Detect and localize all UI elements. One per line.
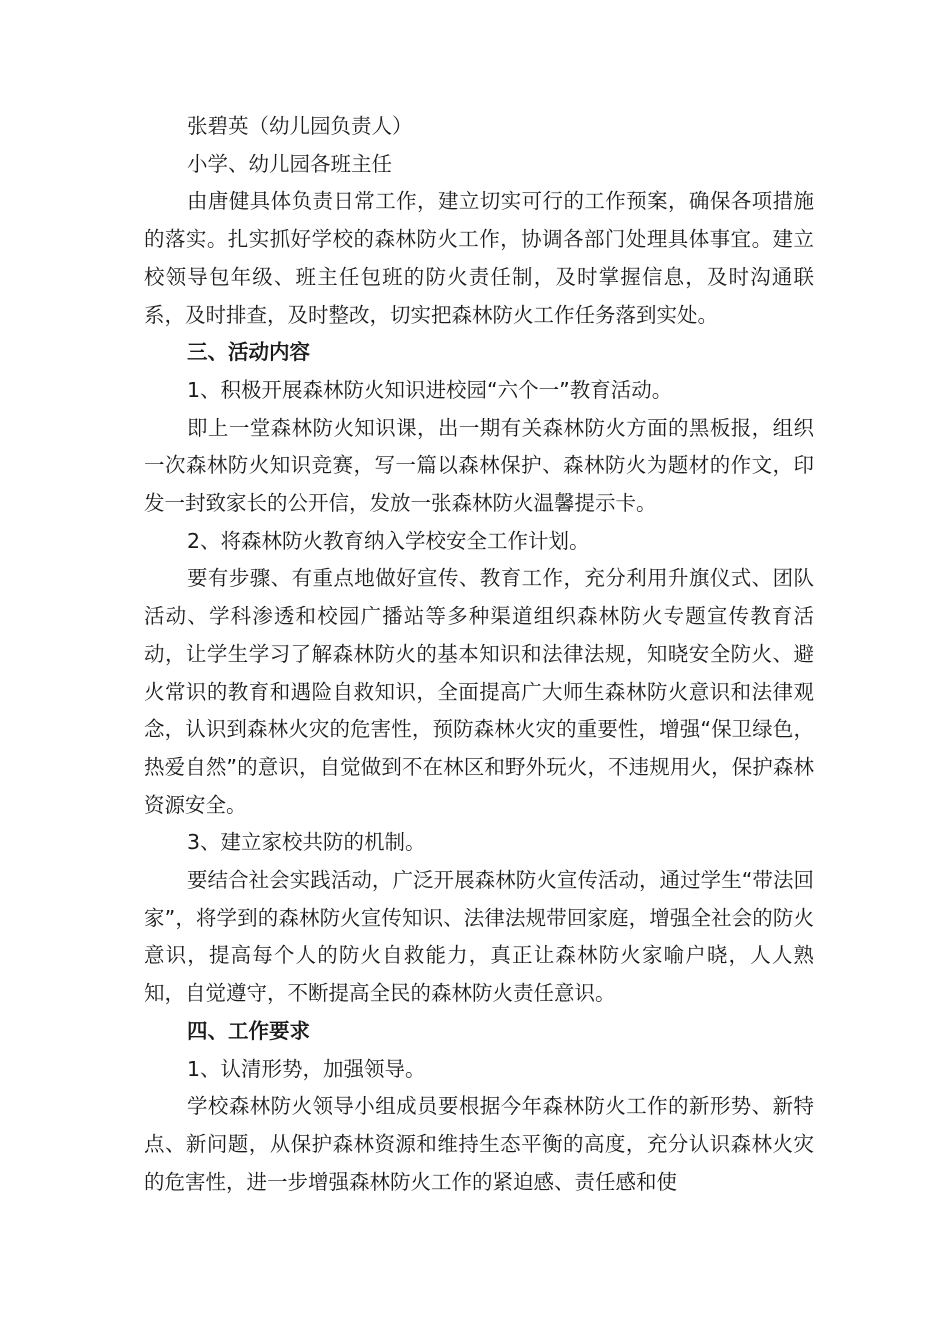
section-heading-activities: 三、活动内容 bbox=[187, 340, 310, 365]
paragraph-class-teachers: 小学、幼儿园各班主任 bbox=[187, 151, 392, 176]
document-body bbox=[144, 108, 814, 1201]
paragraph-home-school: 要结合社会实践活动，广泛开展森林防火宣传活动，通过学生“带法回家”，将学到的森林防火宣传知识、法律法规带回家庭，增强全社会的防火意识，提高每个人的防火自救能力，真正让森林防火家喻户晓，人人熟知，自觉遵守，不断提高全民的森林防火责任意识。 bbox=[144, 868, 814, 1006]
paragraph-requirement-1: 1、认清形势，加强领导。 bbox=[187, 1056, 426, 1081]
paragraph-item-3: 3、建立家校共防的机制。 bbox=[187, 830, 426, 855]
paragraph-item-1: 1、积极开展森林防火知识进校园“六个一”教育活动。 bbox=[187, 377, 673, 402]
paragraph-leadership: 学校森林防火领导小组成员要根据今年森林防火工作的新形势、新特点、新问题，从保护森林资源和维持生态平衡的高度，充分认识森林火灾的危害性，进一步增强森林防火工作的紧迫感、责任感和使 bbox=[144, 1094, 814, 1194]
paragraph-zhang-biying: 张碧英（幼儿园负责人） bbox=[187, 114, 413, 138]
paragraph-six-ones: 即上一堂森林防火知识课，出一期有关森林防火方面的黑板报，组织一次森林防火知识竞赛，写一篇以森林保护、森林防火为题材的作文，印发一封致家长的公开信，发放一张森林防火温馨提示卡。 bbox=[144, 415, 814, 516]
paragraph-daily-work: 由唐健具体负责日常工作，建立切实可行的工作预案，确保各项措施的落实。扎实抓好学校的森林防火工作，协调各部门处理具体事宜。建立校领导包年级、班主任包班的防火责任制，及时掌握信息，及时沟通联系，及时排查，及时整改，切实把森林防火工作任务落到实处。 bbox=[144, 189, 814, 327]
paragraph-publicity: 要有步骤、有重点地做好宣传、教育工作，充分利用升旗仪式、团队活动、学科渗透和校园广播站等多种渠道组织森林防火专题宣传教育活动，让学生学习了解森林防火的基本知识和法律法规，知晓安全防火、避火常识的教育和遇险自救知识，全面提高广大师生森林防火意识和法律观念，认识到森林火灾的危害性，预防森林火灾的重要性，增强“保卫绿色，热爱自然”的意识，自觉做到不在林区和野外玩火，不违规用火，保护森林资源安全。 bbox=[144, 566, 814, 817]
section-heading-requirements: 四、工作要求 bbox=[187, 1018, 310, 1043]
paragraph-item-2: 2、将森林防火教育纳入学校安全工作计划。 bbox=[187, 528, 590, 553]
